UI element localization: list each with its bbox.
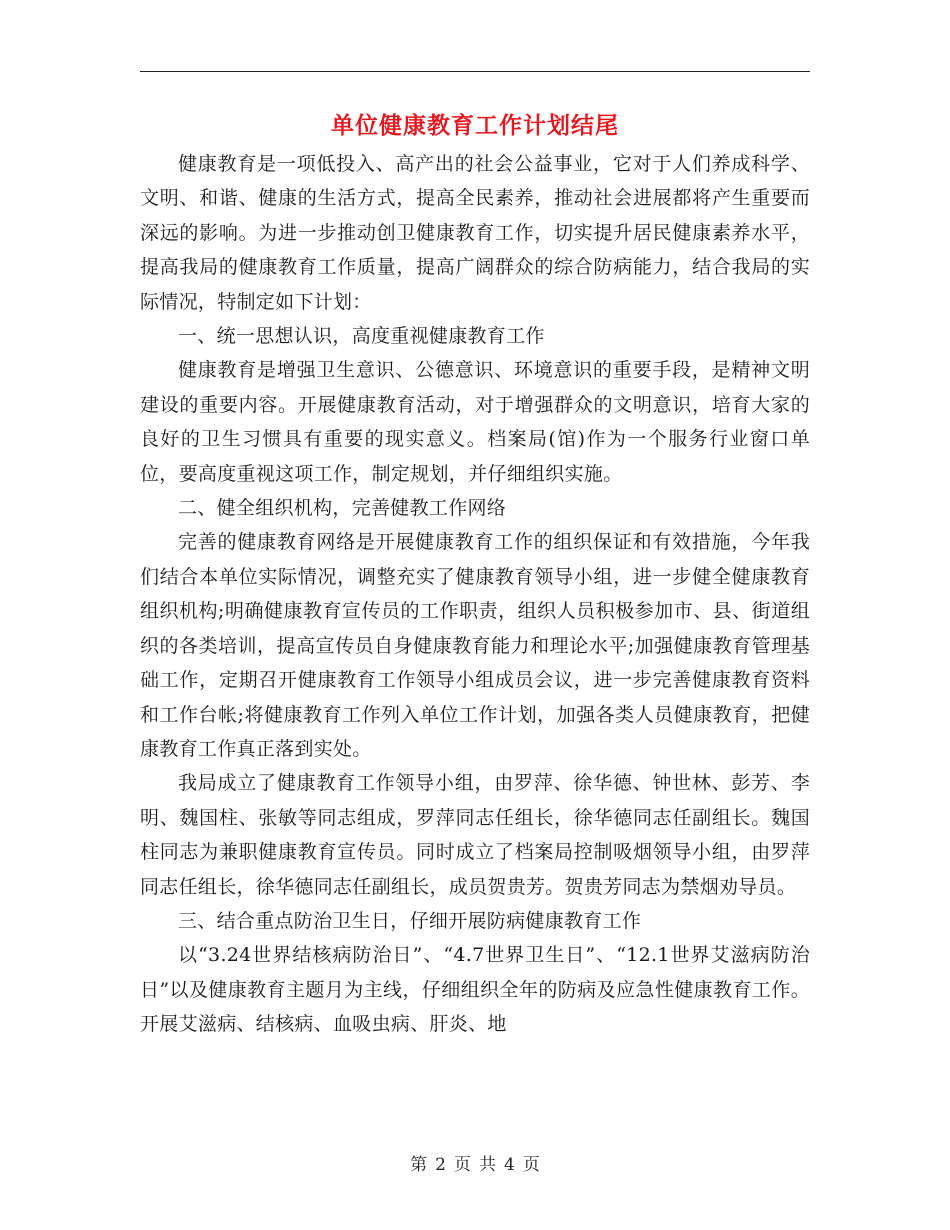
page-unit: 页 <box>454 1155 471 1175</box>
header-rule <box>140 71 810 72</box>
page-total: 4 <box>504 1155 515 1175</box>
page-current: 2 <box>435 1155 446 1175</box>
page-number-footer <box>0 1150 950 1180</box>
paragraph-intro: 健康教育是一项低投入、高产出的社会公益事业，它对于人们养成科学、文明、和谐、健康的生活方式，提高全民素养，推动社会进展都将产生重要而深远的影响。为进一步推动创卫健康教育工作，切实提升居民健康素养水平，提高我局的健康教育工作质量，提高广阔群众的综合防病能力，结合我局的实际情况，特制定如下计划： <box>140 153 810 313</box>
page-label: 第 <box>410 1155 428 1175</box>
paragraph-section-2: 完善的健康教育网络是开展健康教育工作的组织保证和有效措施，今年我们结合本单位实际情况，调整充实了健康教育领导小组，进一步健全健康教育组织机构;明确健康教育宣传员的工作职责，组织人员积极参加市、县、街道组织的各类培训，提高宣传员自身健康教育能力和理论水平;加强健康教育管理基础工作，定期召开健康教育工作领导小组成员会议，进一步完善健康教育资料和工作台帐;将健康教育工作列入单位工作计划，加强各类人员健康教育，把健康教育工作真正落到实处。 <box>140 531 810 760</box>
section-heading-2: 二、健全组织机构，完善健教工作网络 <box>178 497 507 520</box>
paragraph-leadership-group: 我局成立了健康教育工作领导小组，由罗萍、徐华德、钟世林、彭芳、李明、魏国柱、张敏等同志组成，罗萍同志任组长，徐华德同志任副组长。魏国柱同志为兼职健康教育宣传员。同时成立了档案局控制吸烟领导小组，由罗萍同志任组长，徐华德同志任副组长，成员贺贵芳。贺贵芳同志为禁烟劝导员。 <box>140 772 810 898</box>
paragraph-section-1: 健康教育是增强卫生意识、公德意识、环境意识的重要手段，是精神文明建设的重要内容。开展健康教育活动，对于增强群众的文明意识，培育大家的良好的卫生习惯具有重要的现实意义。档案局(馆)作为一个服务行业窗口单位，要高度重视这项工作，制定规划，并仔细组织实施。 <box>140 359 810 485</box>
document-title: 单位健康教育工作计划结尾 <box>331 112 619 139</box>
paragraph-section-3: 以“3.24世界结核病防治日”、“4.7世界卫生日”、“12.1世界艾滋病防治日”以及健康教育主题月为主线，仔细组织全年的防病及应急性健康教育工作。开展艾滋病、结核病、血吸虫病、肝炎、地 <box>140 944 810 1036</box>
total-unit: 页 <box>522 1155 540 1175</box>
section-heading-3: 三、结合重点防治卫生日，仔细开展防病健康教育工作 <box>178 909 642 932</box>
document-body <box>140 147 810 1042</box>
total-label: 共 <box>479 1155 496 1175</box>
section-heading-1: 一、统一思想认识，高度重视健康教育工作 <box>178 325 545 348</box>
